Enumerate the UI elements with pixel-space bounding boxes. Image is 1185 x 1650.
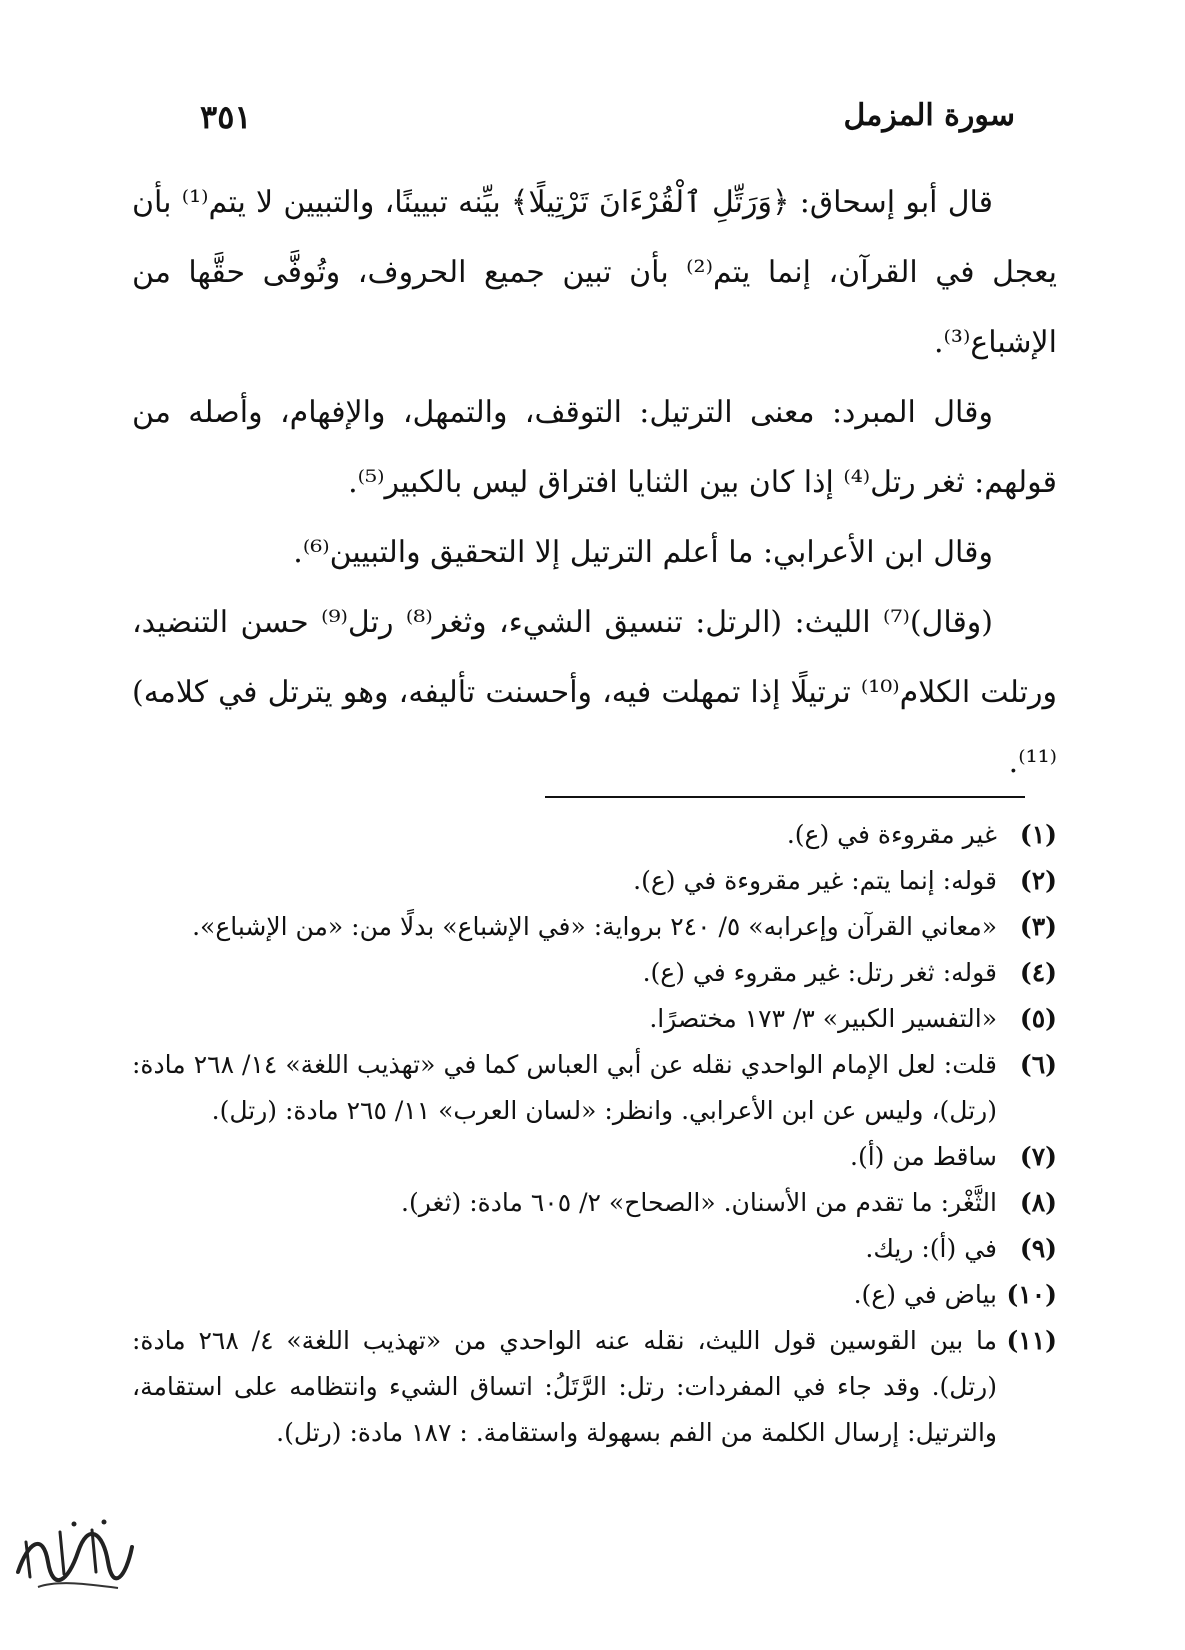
footnote-text: قوله: ثغر رتل: غير مقروء في (ع). <box>642 958 997 987</box>
footnote-4 <box>132 950 1057 996</box>
main-text <box>132 168 1057 798</box>
running-title: سورة المزمل <box>843 98 1015 133</box>
footnote-number: (٩) <box>1019 1234 1057 1263</box>
footnote-2 <box>132 858 1057 904</box>
footnote-11 <box>132 1318 1057 1456</box>
calligraphy-logo <box>8 1502 138 1602</box>
footnote-5 <box>132 996 1057 1042</box>
footnote-number: (٤) <box>1019 958 1057 987</box>
paragraph-abu-ishaq: قال أبو إسحاق: ﴿وَرَتِّلِ ٱلْقُرْءَانَ تَرْتِيلًا﴾ بيِّنه تبيينًا، والتبيين لا يتم⁽¹⁾ بأن يعجل في القرآن، إنما يتم⁽²⁾ بأن تبين جميع الحروف، وتُوفَّى حقَّها من الإشباع⁽³⁾. <box>132 185 1057 360</box>
footnote-text: ساقط من (أ). <box>850 1142 997 1171</box>
footnote-number: (١) <box>1019 820 1057 849</box>
footnote-7 <box>132 1134 1057 1180</box>
footnote-number: (٨) <box>1019 1188 1057 1217</box>
footnote-number: (١١) <box>1006 1326 1057 1355</box>
footnote-text: الثَّغْر: ما تقدم من الأسنان. «الصحاح» ٢/ ٦٠٥ مادة: (ثغر). <box>401 1188 997 1217</box>
calligraphy-logo-icon <box>8 1502 138 1602</box>
footnote-8 <box>132 1180 1057 1226</box>
footnote-text: بياض في (ع). <box>853 1280 997 1309</box>
page-header <box>170 98 1015 148</box>
page-number: ٣٥١ <box>200 98 252 136</box>
footnote-number: (٢) <box>1019 866 1057 895</box>
footnote-text: في (أ): ريك. <box>865 1234 997 1263</box>
footnote-number: (٥) <box>1019 1004 1057 1033</box>
footnote-text: قوله: إنما يتم: غير مقروءة في (ع). <box>633 866 997 895</box>
footnote-3 <box>132 904 1057 950</box>
footnote-number: (٣) <box>1019 912 1057 941</box>
footnote-text: قلت: لعل الإمام الواحدي نقله عن أبي العباس كما في «تهذيب اللغة» ١٤/ ٢٦٨ مادة: (رتل)، وليس عن ابن الأعرابي. وانظر: «لسان العرب» ١١/ ٢٦٥ مادة: (رتل). <box>132 1050 997 1125</box>
paragraph-layth: (وقال)⁽⁷⁾ الليث: (الرتل: تنسيق الشيء، وثغر⁽⁸⁾ رتل⁽⁹⁾ حسن التنضيد، ورتلت الكلام⁽¹⁰⁾ ترتيلًا إذا تمهلت فيه، وأحسنت تأليفه، وهو يترتل في كلامه)⁽¹¹⁾. <box>132 605 1057 780</box>
footnote-10 <box>132 1272 1057 1318</box>
footnote-text: غير مقروءة في (ع). <box>786 820 997 849</box>
footnote-text: «التفسير الكبير» ٣/ ١٧٣ مختصرًا. <box>649 1004 997 1033</box>
paragraph-mubarrad: وقال المبرد: معنى الترتيل: التوقف، والتمهل، والإفهام، وأصله من قولهم: ثغر رتل⁽⁴⁾ إذا كان بين الثنايا افتراق ليس بالكبير⁽⁵⁾. <box>132 395 1057 500</box>
footnote-number: (٧) <box>1019 1142 1057 1171</box>
footnote-1 <box>132 812 1057 858</box>
footnote-9 <box>132 1226 1057 1272</box>
footnote-number: (١٠) <box>1006 1280 1057 1309</box>
footnote-6 <box>132 1042 1057 1134</box>
footnote-text: ما بين القوسين قول الليث، نقله عنه الواحدي من «تهذيب اللغة» ٤/ ٢٦٨ مادة: (رتل). وقد جاء في المفردات: رتل: الرَّتَلُ: اتساق الشيء وانتظامه على استقامة، والترتيل: إرسال الكلمة من الفم بسهولة واستقامة. : ١٨٧ مادة: (رتل). <box>132 1326 998 1447</box>
footnotes <box>132 812 1057 1456</box>
footnote-separator <box>545 796 1025 798</box>
footnote-number: (٦) <box>1019 1050 1057 1079</box>
paragraph-ibn-arabi: وقال ابن الأعرابي: ما أعلم الترتيل إلا التحقيق والتبيين⁽⁶⁾. <box>293 535 993 570</box>
footnote-text: «معاني القرآن وإعرابه» ٥/ ٢٤٠ برواية: «في الإشباع» بدلًا من: «من الإشباع». <box>192 912 997 941</box>
